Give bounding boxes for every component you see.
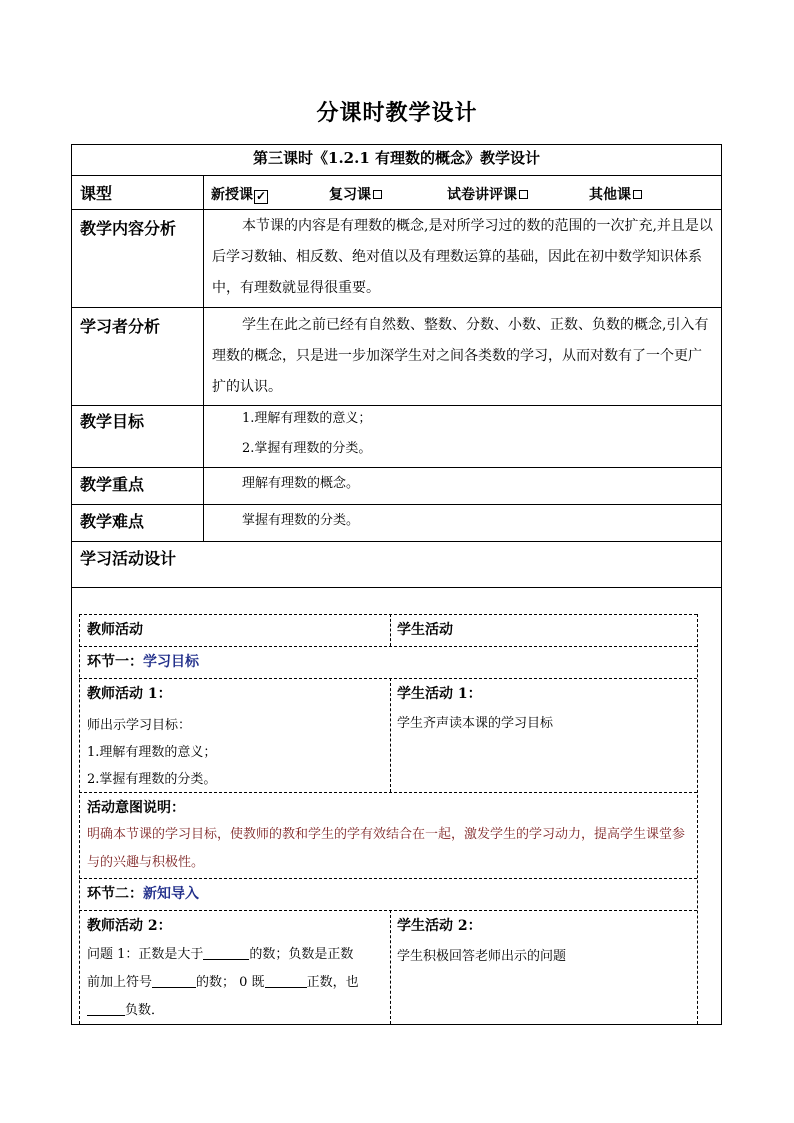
key-point-text: 理解有理数的概念。 [242,476,360,491]
dashed-divider [79,910,697,911]
section1-heading [87,651,199,671]
question-text: 的数；负数是正数 [249,947,354,962]
student1-title: 学生活动 1： [397,686,482,702]
dashed-divider [79,878,697,879]
student2-text: 学生积极回答老师出示的问题 [397,949,567,964]
difficulty-text: 掌握有理数的分类。 [242,513,360,528]
divider [203,505,204,542]
divider [203,210,204,308]
question-line [87,969,383,997]
option-exam-review[interactable] [447,184,528,204]
student2-title: 学生活动 2： [397,918,482,934]
objectives-row [72,405,721,468]
intent-title: 活动意图说明： [87,800,185,816]
course-type-label: 课型 [80,184,113,203]
divider [203,468,204,505]
objectives-list [242,404,715,464]
teacher1-lines [87,712,216,793]
difficulty-row [72,504,721,542]
section1-prefix: 环节一： [87,654,143,670]
dashed-divider [79,678,697,679]
option-review[interactable] [329,184,382,204]
divider [203,176,204,210]
teacher1-line: 1.理解有理数的意义； [87,745,217,760]
content-analysis-row [72,209,721,308]
dashed-divider [79,614,697,615]
content-analysis-label: 教学内容分析 [80,219,177,238]
key-point-row [72,467,721,505]
answer-blank[interactable] [265,973,307,988]
question-text: 的数； 0 既 [196,975,265,990]
option-new-lesson[interactable] [211,184,268,204]
activity-design-row [72,541,721,588]
divider [203,308,204,406]
content-analysis-text: 本节课的内容是有理数的概念,是对所学习过的数的范围的一次扩充,并且是以后学习数轴、相反数、绝对值以及有理数运算的基础，因此在初中数学知识体系中，有理数就显得很重要。 [212,218,713,296]
question-text: 问题 1：正数是大于 [87,947,204,962]
checkbox-empty-icon[interactable] [519,190,528,199]
page-title: 分课时教学设计 [316,100,478,126]
section2-title: 新知导入 [143,886,199,902]
answer-blank[interactable] [203,945,249,960]
checkbox-checked-icon[interactable]: ✓ [255,189,267,203]
course-type-options [211,176,721,210]
objectives-label: 教学目标 [80,412,145,431]
dashed-divider [390,678,391,792]
section2-heading [87,883,199,903]
activity-table [79,614,697,1024]
teacher1-line: 2.掌握有理数的分类。 [87,772,217,787]
option-label: 复习课 [329,187,371,203]
dashed-divider [390,910,391,1024]
col-student-header: 学生活动 [397,622,453,638]
dashed-divider [390,614,391,646]
activity-design-label: 学习活动设计 [80,549,177,568]
divider [72,587,721,588]
student1-text: 学生齐声读本课的学习目标 [397,716,554,731]
difficulty-label: 教学难点 [80,512,145,531]
option-label: 其他课 [589,187,631,203]
key-point-label: 教学重点 [80,475,145,494]
checkbox-empty-icon[interactable] [373,190,382,199]
question-line [87,997,383,1025]
dashed-divider [79,646,697,647]
section1-title: 学习目标 [143,654,199,670]
checkbox-empty-icon[interactable] [633,190,642,199]
lesson-heading: 第三课时《1.2.1 有理数的概念》教学设计 [253,149,540,167]
teacher2-title: 教师活动 2： [87,918,172,934]
learner-analysis-row [72,307,721,406]
question-text: 正数，也 [306,975,359,990]
dashed-divider [79,614,80,1024]
objective-item: 2.掌握有理数的分类。 [242,441,372,456]
question-text: 负数． [125,1003,165,1018]
teacher1-line: 师出示学习目标： [87,718,192,733]
option-label: 新授课 [211,187,253,203]
question-text: 前加上符号 [87,975,153,990]
teacher1-title: 教师活动 1： [87,686,172,702]
section2-prefix: 环节二： [87,886,143,902]
intent-text: 明确本节课的学习目标，使教师的教和学生的学有效结合在一起，激发学生的学习动力，提高学生课堂参与的兴趣与积极性。 [87,827,686,870]
learner-analysis-text: 学生在此之前已经有自然数、整数、分数、小数、正数、负数的概念,引入有理数的概念，只是进一步加深学生对之间各类数的学习，从而对数有了一个更广扩的认识。 [212,317,709,395]
objective-item: 1.理解有理数的意义； [242,411,372,426]
divider [203,406,204,468]
dashed-divider [697,614,698,1024]
teacher2-question [87,941,383,1025]
col-teacher-header: 教师活动 [87,622,143,638]
option-other[interactable] [589,184,642,204]
learner-analysis-label: 学习者分析 [80,317,161,336]
answer-blank[interactable] [87,1001,125,1016]
course-type-row [72,175,721,210]
option-label: 试卷讲评课 [447,187,517,203]
question-line [87,941,383,969]
answer-blank[interactable] [152,973,196,988]
